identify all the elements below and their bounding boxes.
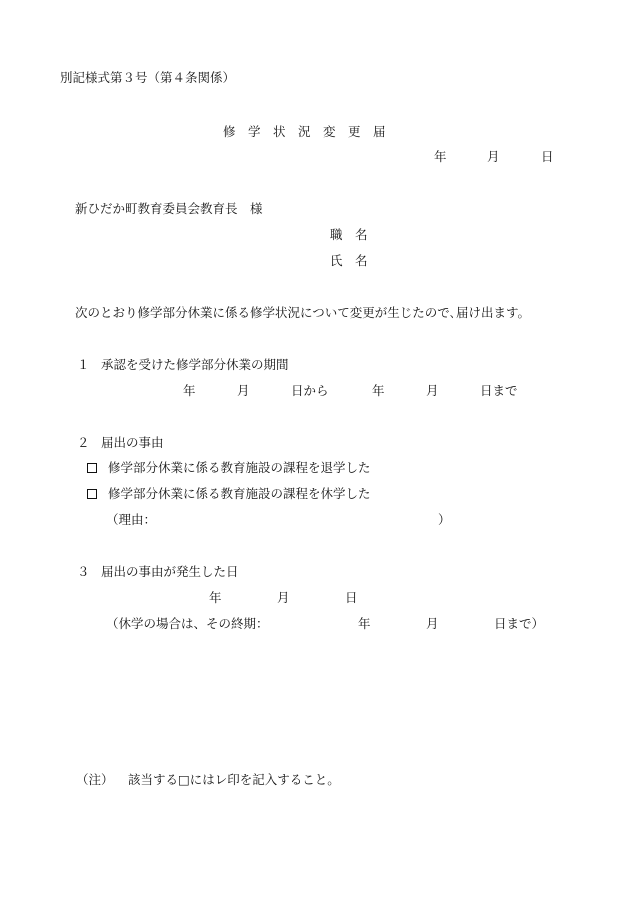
leave-end-day: 日まで） (494, 616, 545, 631)
date-year-label: 年 (434, 149, 447, 164)
note-text: 該当する□にはレ印を記入すること。 (128, 772, 340, 787)
leave-of-absence-option-label: 修学部分休業に係る教育施設の課程を休学した (108, 486, 371, 501)
leave-end-month: 月 (426, 616, 439, 631)
section-3-number: ３ (77, 564, 90, 579)
date-month-label: 月 (487, 149, 500, 164)
leave-of-absence-checkbox[interactable] (87, 489, 97, 499)
period-start-day: 日から (291, 383, 329, 398)
occurrence-month: 月 (277, 590, 290, 605)
section-2-heading: 届出の事由 (101, 435, 164, 450)
period-end-year: 年 (372, 383, 385, 398)
addressee: 新ひだか町教育委員会教育長 様 (75, 201, 263, 216)
section-1-heading: 承認を受けた修学部分休業の期間 (101, 357, 289, 372)
name-label: 氏 名 (330, 253, 368, 268)
section-3-heading: 届出の事由が発生した日 (101, 564, 239, 579)
period-end-month: 月 (426, 383, 439, 398)
period-start-year: 年 (183, 383, 196, 398)
reason-open-label: （理由： (106, 512, 157, 527)
leave-end-year: 年 (358, 616, 371, 631)
document-title: 修 学 状 況 変 更 届 (223, 124, 386, 139)
position-label: 職 名 (330, 227, 368, 242)
occurrence-day: 日 (345, 590, 358, 605)
section-1-number: １ (77, 357, 90, 372)
reason-close-paren: ） (438, 512, 451, 527)
period-end-day: 日まで (480, 383, 518, 398)
period-start-month: 月 (237, 383, 250, 398)
withdrawal-checkbox[interactable] (87, 463, 97, 473)
date-day-label: 日 (541, 149, 554, 164)
form-label: 別記様式第３号（第４条関係） (60, 70, 236, 85)
intro-text: 次のとおり修学部分休業に係る修学状況について変更が生じたので､届け出ます。 (75, 305, 531, 320)
withdrawal-option-label: 修学部分休業に係る教育施設の課程を退学した (108, 460, 371, 475)
occurrence-year: 年 (209, 590, 222, 605)
note-label: （注） (76, 772, 114, 787)
section-2-number: ２ (77, 435, 90, 450)
leave-end-open-label: （休学の場合は、その終期： (106, 616, 269, 631)
